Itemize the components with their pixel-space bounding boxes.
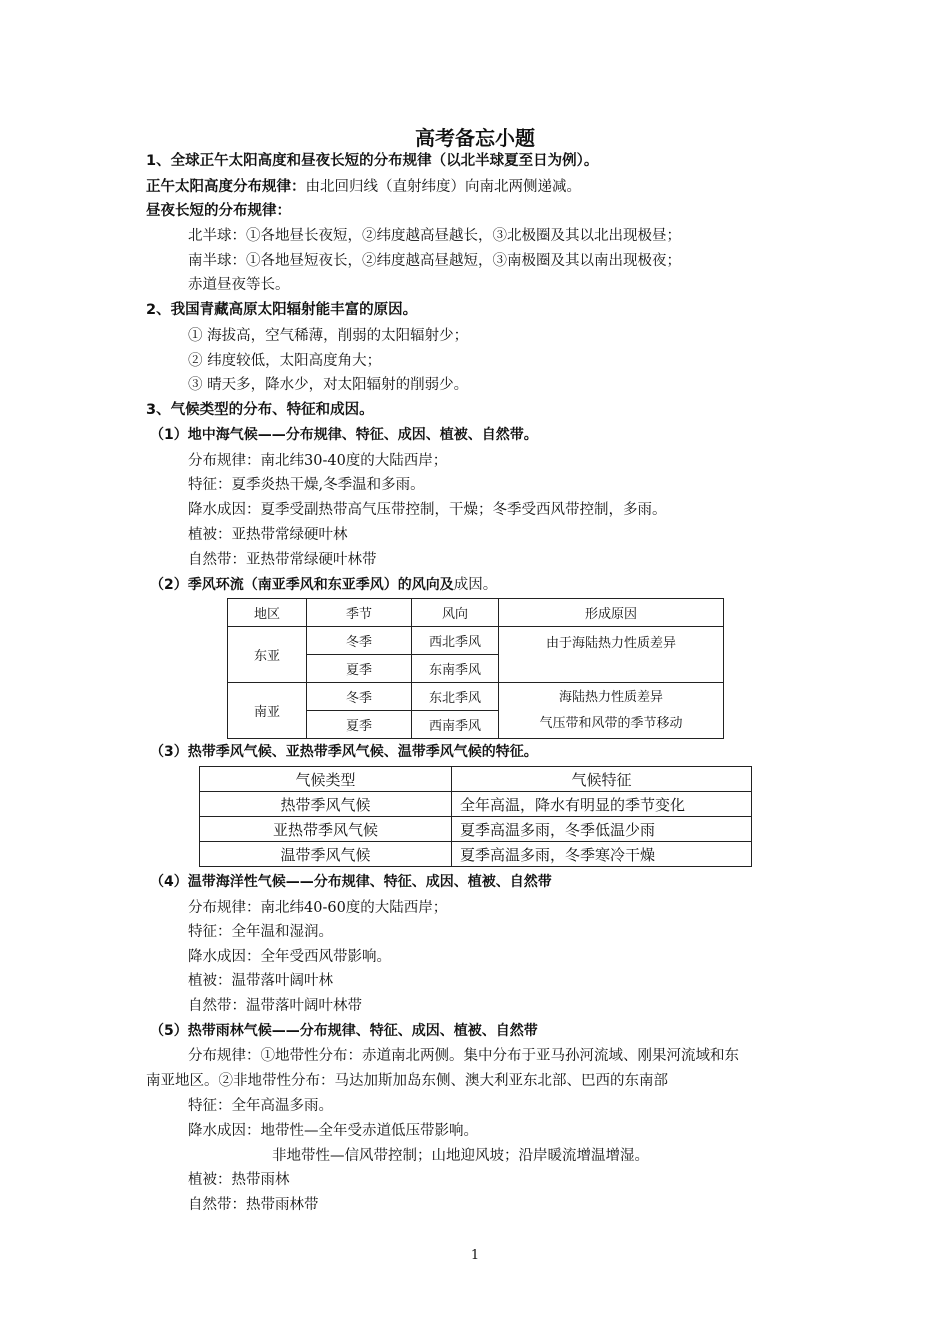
rainforest-distribution-2: 南亚地区。②非地带性分布：马达加斯加岛东侧、澳大利亚东北部、巴西的东南部: [146, 1073, 668, 1089]
monsoon-types-heading: （3）热带季风气候、亚热带季风气候、温带季风气候的特征。: [150, 744, 538, 760]
maritime-heading: （4）温带海洋性气候——分布规律、特征、成因、植被、自然带: [150, 874, 552, 890]
page-title: 高考备忘小题: [415, 126, 535, 150]
rainforest-distribution-1: 分布规律：①地带性分布：赤道南北两侧。集中分布于亚马孙河流域、刚果河流域和东: [188, 1048, 739, 1064]
header-cell: 形成原因: [499, 599, 724, 627]
monsoon-heading-bold: （2）季风环流（南亚季风和东亚季风）的风向及: [150, 577, 454, 593]
day-length-label: 昼夜长短的分布规律：: [146, 203, 291, 219]
rainforest-vegetation: 植被：热带雨林: [188, 1172, 290, 1188]
monsoon-table: [227, 598, 724, 739]
noon-height-rule: [146, 175, 581, 198]
table-row: [200, 817, 752, 842]
region-cell: 南亚: [228, 683, 307, 739]
rainforest-heading: （5）热带雨林气候——分布规律、特征、成因、植被、自然带: [150, 1023, 538, 1039]
reason-3: ③ 晴天多，降水少，对太阳辐射的削弱少。: [188, 377, 469, 393]
climate-feature-cell: 夏季高温多雨，冬季寒冷干燥: [452, 842, 752, 867]
maritime-distribution: 分布规律：南北纬40-60度的大陆西岸；: [188, 900, 448, 916]
table-row: [200, 792, 752, 817]
season-cell: 冬季: [307, 683, 412, 711]
table-row: [200, 842, 752, 867]
rainforest-feature: 特征：全年高温多雨。: [188, 1098, 333, 1114]
table-header-row: [200, 767, 752, 792]
header-cell: 地区: [228, 599, 307, 627]
cause-line: 气压带和风带的季节移动: [539, 715, 683, 731]
table-row: [228, 683, 724, 711]
rainforest-zone: 自然带：热带雨林带: [188, 1197, 319, 1213]
rainforest-cause-2: 非地带性—信风带控制；山地迎风坡；沿岸暖流增温增湿。: [272, 1148, 649, 1164]
maritime-vegetation: 植被：温带落叶阔叶林: [188, 973, 333, 989]
cause-cell: 由于海陆热力性质差异: [499, 627, 724, 683]
maritime-zone: 自然带：温带落叶阔叶林带: [188, 998, 362, 1014]
wind-cell: 东南季风: [412, 655, 499, 683]
header-cell: 季节: [307, 599, 412, 627]
climate-feature-cell: 全年高温，降水有明显的季节变化: [452, 792, 752, 817]
mediterranean-feature: 特征：夏季炎热干燥,冬季温和多雨。: [188, 477, 425, 493]
mediterranean-heading: （1）地中海气候——分布规律、特征、成因、植被、自然带。: [150, 427, 538, 443]
table-header-row: [228, 599, 724, 627]
wind-cell: 西南季风: [412, 711, 499, 739]
section-2-heading: 2、我国青藏高原太阳辐射能丰富的原因。: [146, 302, 418, 318]
cause-cell: [499, 683, 724, 739]
reason-1: ① 海拔高，空气稀薄，削弱的太阳辐射少；: [188, 328, 469, 344]
monsoon-heading: [150, 573, 497, 596]
season-cell: 冬季: [307, 627, 412, 655]
mediterranean-cause: 降水成因：夏季受副热带高气压带控制，干燥；冬季受西风带控制，多雨。: [188, 502, 667, 518]
season-cell: 夏季: [307, 711, 412, 739]
climate-type-cell: 温带季风气候: [200, 842, 452, 867]
header-cell: 气候类型: [200, 767, 452, 792]
header-cell: 气候特征: [452, 767, 752, 792]
wind-cell: 东北季风: [412, 683, 499, 711]
section-3-heading: 3、气候类型的分布、特征和成因。: [146, 402, 374, 418]
noon-height-text: 由北回归线（直射纬度）向南北两侧递减。: [305, 179, 581, 195]
mediterranean-vegetation: 植被：亚热带常绿硬叶林: [188, 527, 348, 543]
cause-line: 海陆热力性质差异: [558, 689, 663, 705]
maritime-cause: 降水成因：全年受西风带影响。: [188, 949, 391, 965]
region-cell: 东亚: [228, 627, 307, 683]
wind-cell: 西北季风: [412, 627, 499, 655]
climate-feature-cell: 夏季高温多雨，冬季低温少雨: [452, 817, 752, 842]
equator-text: 赤道昼夜等长。: [188, 277, 290, 293]
climate-type-table: [199, 766, 752, 867]
header-cell: 风向: [412, 599, 499, 627]
rainforest-cause-1: 降水成因：地带性—全年受赤道低压带影响。: [188, 1123, 478, 1139]
mediterranean-zone: 自然带：亚热带常绿硬叶林带: [188, 552, 377, 568]
climate-type-cell: 亚热带季风气候: [200, 817, 452, 842]
section-1-heading: 1、全球正午太阳高度和昼夜长短的分布规律（以北半球夏至日为例）。: [146, 153, 599, 169]
climate-type-cell: 热带季风气候: [200, 792, 452, 817]
season-cell: 夏季: [307, 655, 412, 683]
page-number: 1: [470, 1248, 480, 1263]
noon-height-label: 正午太阳高度分布规律：: [146, 179, 306, 195]
table-row: [228, 627, 724, 655]
south-hemisphere-text: 南半球：①各地昼短夜长，②纬度越高昼越短，③南极圈及其以南出现极夜；: [188, 253, 681, 269]
maritime-feature: 特征：全年温和湿润。: [188, 924, 333, 940]
mediterranean-distribution: 分布规律：南北纬30-40度的大陆西岸；: [188, 453, 448, 469]
monsoon-heading-plain: 成因。: [453, 577, 498, 593]
reason-2: ② 纬度较低，太阳高度角大；: [188, 353, 382, 369]
north-hemisphere-text: 北半球：①各地昼长夜短，②纬度越高昼越长，③北极圈及其以北出现极昼；: [188, 228, 681, 244]
